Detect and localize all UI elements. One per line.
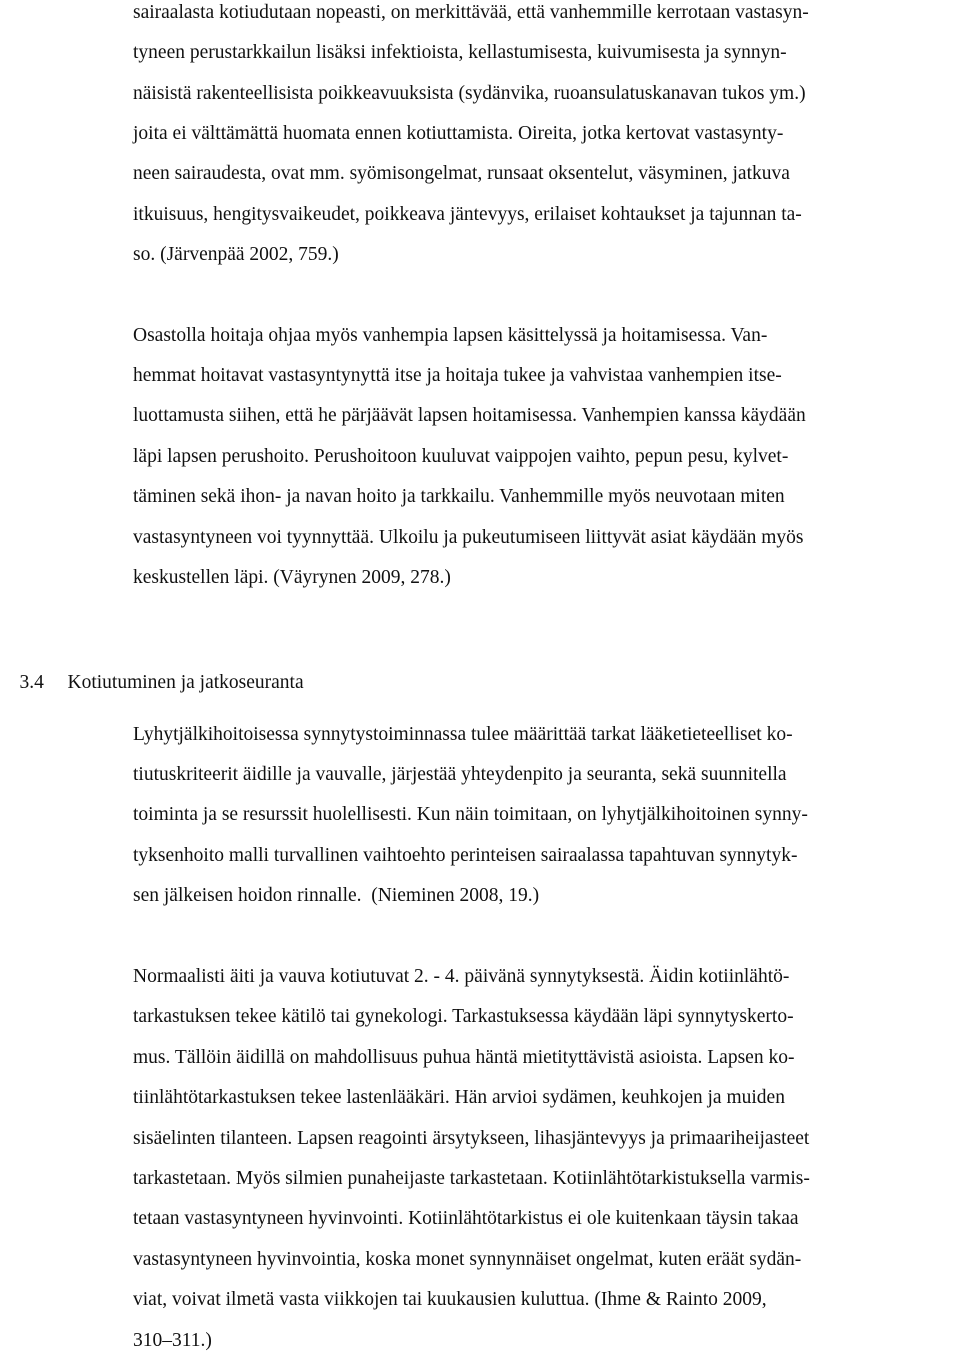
text-line: läpi lapsen perushoito. Perushoitoon kuuluvat vaippojen vaihto, pepun pesu, kylvet-: [133, 446, 789, 467]
text-line: itkuisuus, hengitysvaikeudet, poikkeava jäntevyys, erilaiset kohtaukset ja tajunnan ta-: [133, 204, 802, 225]
text-line: tiinlähtötarkastuksen tekee lastenlääkäri. Hän arvioi sydämen, keuhkojen ja muiden: [133, 1087, 785, 1108]
text-line: Lyhytjälkihoitoisessa synnytystoiminnassa tulee määrittää tarkat lääketieteelliset ko-: [133, 724, 793, 745]
section-number: 3.4: [19, 672, 44, 693]
text-line: tetaan vastasyntyneen hyvinvointi. Kotiinlähtötarkistus ei ole kuitenkaan täysin takaa: [133, 1208, 799, 1229]
text-line: vastasyntyneen hyvinvointia, koska monet synnynnäiset ongelmat, kuten eräät sydän-: [133, 1249, 802, 1270]
text-line: mus. Tällöin äidillä on mahdollisuus puhua häntä mietityttävistä asioista. Lapsen ko-: [133, 1047, 795, 1068]
text-line: toiminta ja se resurssit huolellisesti. Kun näin toimitaan, on lyhytjälkihoitoinen synny-: [133, 804, 808, 825]
text-line: Normaalisti äiti ja vauva kotiutuvat 2. - 4. päivänä synnytyksestä. Äidin kotiinlähtö-: [133, 966, 790, 987]
text-line: 310–311.): [133, 1330, 212, 1351]
text-line: tyneen perustarkkailun lisäksi infektioista, kellastumisesta, kuivumisesta ja synnyn-: [133, 42, 787, 63]
text-line: luottamusta siihen, että he pärjäävät lapsen hoitamisessa. Vanhempien kanssa käydään: [133, 405, 806, 426]
text-line: Osastolla hoitaja ohjaa myös vanhempia lapsen käsittelyssä ja hoitamisessa. Van-: [133, 325, 768, 346]
text-line: keskustellen läpi. (Väyrynen 2009, 278.): [133, 567, 451, 588]
text-line: sisäelinten tilanteen. Lapsen reagointi ärsytykseen, lihasjäntevyys ja primaariheijasteet: [133, 1128, 810, 1149]
text-line: sairaalasta kotiudutaan nopeasti, on merkittävää, että vanhemmille kerrotaan vastasyn-: [133, 2, 809, 23]
text-line: tarkastuksen tekee kätilö tai gynekologi. Tarkastuksessa käydään läpi synnytyskerto-: [133, 1006, 794, 1027]
text-line: tyksenhoito malli turvallinen vaihtoehto perinteisen sairaalassa tapahtuvan synnytyk-: [133, 845, 798, 866]
text-line: tarkastetaan. Myös silmien punaheijaste tarkastetaan. Kotiinlähtötarkistuksella varmis-: [133, 1168, 810, 1189]
text-line: hemmat hoitavat vastasyntynyttä itse ja hoitaja tukee ja vahvistaa vanhempien itse-: [133, 365, 782, 386]
text-line: täminen sekä ihon- ja navan hoito ja tarkkailu. Vanhemmille myös neuvotaan miten: [133, 486, 785, 507]
section-title: Kotiutuminen ja jatkoseuranta: [67, 672, 304, 693]
text-line: viat, voivat ilmetä vasta viikkojen tai kuukausien kuluttua. (Ihme & Rainto 2009,: [133, 1289, 767, 1310]
text-line: tiutuskriteerit äidille ja vauvalle, järjestää yhteydenpito ja seuranta, sekä suunnitella: [133, 764, 787, 785]
text-line: joita ei välttämättä huomata ennen kotiuttamista. Oireita, jotka kertovat vastasynty-: [133, 123, 784, 144]
text-line: neen sairaudesta, ovat mm. syömisongelmat, runsaat oksentelut, väsyminen, jatkuva: [133, 163, 790, 184]
text-line: sen jälkeisen hoidon rinnalle. (Nieminen 2008, 19.): [133, 885, 540, 906]
text-line: so. (Järvenpää 2002, 759.): [133, 244, 339, 265]
text-line: näisistä rakenteellisista poikkeavuuksista (sydänvika, ruoansulatuskanavan tukos ym.): [133, 83, 806, 104]
section-heading: [0, 647, 304, 693]
text-line: vastasyntyneen voi tyynnyttää. Ulkoilu ja pukeutumiseen liittyvät asiat käydään myös: [133, 527, 804, 548]
